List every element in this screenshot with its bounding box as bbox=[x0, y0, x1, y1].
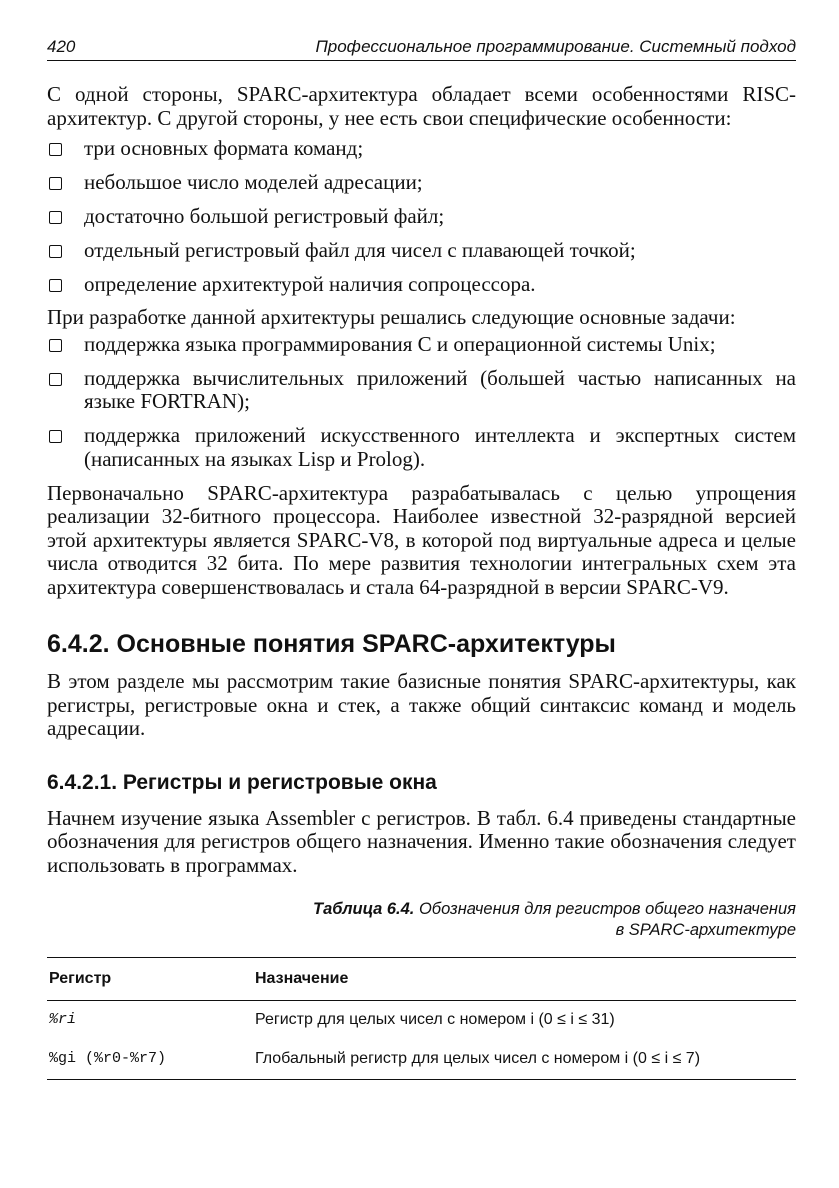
running-title: Профессиональное программирование. Системный подход bbox=[315, 37, 796, 56]
checkbox-bullet-icon bbox=[49, 211, 62, 224]
column-header-register: Регистр bbox=[47, 958, 255, 1001]
purpose-cell: Регистр для целых чисел с номером i (0 ≤ i ≤ 31) bbox=[255, 1011, 615, 1029]
history-paragraph: Первоначально SPARC-архитектура разрабатывалась с целью упрощения реализации 32-битного процессора. Наиболее известной 32-разрядной версией этой архитектуры является SPARC-V8, в которой под виртуальные адреса и целые числа отводится 32 бита. По мере развития технологии интегральных схем эта архитектура совершенствовалась и стала 64-разрядной в версии SPARC-V9. bbox=[47, 480, 796, 599]
list-item: достаточно большой регистровый файл; bbox=[47, 205, 796, 229]
list-item: поддержка вычислительных приложений (большей частью написанных на языке FORTRAN); bbox=[47, 367, 796, 414]
page-body bbox=[47, 83, 796, 1080]
table-caption-line1: Обозначения для регистров общего назначения bbox=[418, 900, 796, 918]
checkbox-bullet-icon bbox=[49, 245, 62, 258]
intro-paragraph: С одной стороны, SPARC-архитектура обладает всеми особенностями RISC-архитектур. С другой стороны, у нее есть свои специфические особенности: bbox=[47, 82, 796, 130]
section-heading: 6.4.2. Основные понятия SPARC-архитектуры bbox=[47, 630, 616, 658]
running-header bbox=[47, 36, 796, 61]
purpose-cell: Глобальный регистр для целых чисел с номером i (0 ≤ i ≤ 7) bbox=[255, 1040, 796, 1080]
column-header-purpose: Назначение bbox=[255, 958, 796, 1001]
section-paragraph: В этом разделе мы рассмотрим такие базисные понятия SPARC-архитектуры, как регистры, регистровые окна и стек, а также общий синтаксис команд и модель адресации. bbox=[47, 669, 796, 740]
subsection-paragraph: Начнем изучение языка Assembler с регистров. В табл. 6.4 приведены стандартные обозначения для регистров общего назначения. Именно такие обозначения следует использовать в программах. bbox=[47, 805, 796, 877]
checkbox-bullet-icon bbox=[49, 339, 62, 352]
list-item: небольшое число моделей адресации; bbox=[47, 171, 796, 195]
checkbox-bullet-icon bbox=[49, 373, 62, 386]
list-item: поддержка приложений искусственного интеллекта и экспертных систем (написанных на языках Lisp и Prolog). bbox=[47, 424, 796, 471]
registers-table bbox=[47, 957, 796, 1080]
register-cell: %ri bbox=[49, 1011, 77, 1029]
table-caption-label: Таблица 6.4. bbox=[313, 900, 415, 918]
list-item: поддержка языка программирования C и операционной системы Unix; bbox=[47, 333, 796, 357]
table-header-row bbox=[47, 958, 796, 1001]
list-item: определение архитектурой наличия сопроцессора. bbox=[47, 273, 796, 297]
checkbox-bullet-icon bbox=[49, 279, 62, 292]
table-caption-line2: в SPARC-архитектуре bbox=[615, 921, 796, 939]
page-number: 420 bbox=[47, 37, 76, 56]
checkbox-bullet-icon bbox=[49, 177, 62, 190]
list-item: отдельный регистровый файл для чисел с плавающей точкой; bbox=[47, 239, 796, 263]
list-item: три основных формата команд; bbox=[47, 137, 796, 161]
table-row bbox=[47, 1040, 796, 1080]
features-list bbox=[47, 137, 796, 297]
tasks-list bbox=[47, 333, 796, 472]
register-cell: %gi (%r0-%r7) bbox=[47, 1040, 255, 1080]
tasks-intro: При разработке данной архитектуры решались следующие основные задачи: bbox=[47, 305, 736, 329]
table-row bbox=[47, 1000, 796, 1040]
checkbox-bullet-icon bbox=[49, 430, 62, 443]
table-caption bbox=[47, 899, 796, 941]
subsection-heading: 6.4.2.1. Регистры и регистровые окна bbox=[47, 770, 437, 794]
checkbox-bullet-icon bbox=[49, 143, 62, 156]
